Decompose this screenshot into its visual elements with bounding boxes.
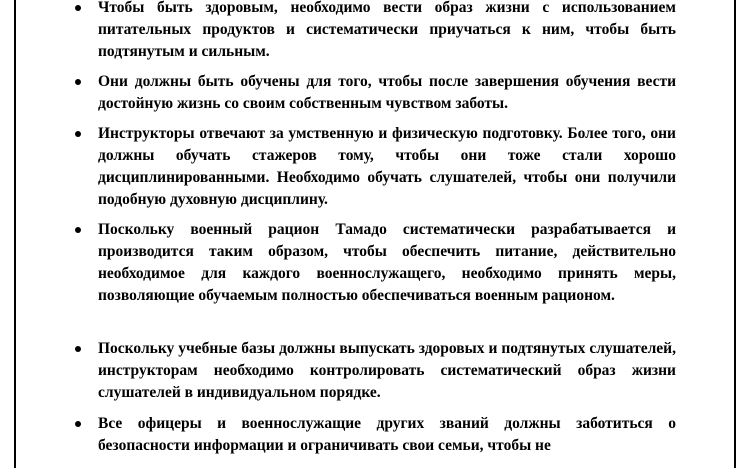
- bullet-text: Поскольку учебные базы должны выпускать здоровых и подтянутых слушателей, инструкторам необходимо контролировать систематический образ жизни слушателей в индивидуальном порядке.: [98, 340, 676, 401]
- bullet-icon: [75, 421, 81, 427]
- bullet-text: Поскольку военный рацион Тамадо систематически разрабатывается и производится таким образом, чтобы обеспечить питание, действительно необходимое для каждого военнослужащего, необходимо принять меры, позволяющие обучаемым полностью обеспечиваться военным рационом.: [98, 221, 676, 304]
- bullet-icon: [75, 5, 81, 11]
- bullet-text: Они должны быть обучены для того, чтобы после завершения обучения вести достойную жизнь со своим собственным чувством заботы.: [98, 73, 676, 112]
- bullet-text: Чтобы быть здоровым, необходимо вести образ жизни с использованием питательных продуктов и систематически приучаться к ним, чтобы быть подтянутым и сильным.: [98, 0, 676, 60]
- bullet-text: Все офицеры и военнослужащие других званий должны заботиться о безопасности информации и ограничивать свои семьи, чтобы не: [98, 415, 676, 454]
- bullet-icon: [75, 227, 81, 233]
- bullet-icon: [75, 346, 81, 352]
- bullet-icon: [75, 131, 81, 137]
- bullet-icon: [75, 79, 81, 85]
- bullet-text: Инструкторы отвечают за умственную и физическую подготовку. Более того, они должны обучать стажеров тому, чтобы они тоже стали хорошо дисциплинированными. Необходимо обучать слушателей, чтобы они получили подобную духовную дисциплину.: [98, 125, 676, 208]
